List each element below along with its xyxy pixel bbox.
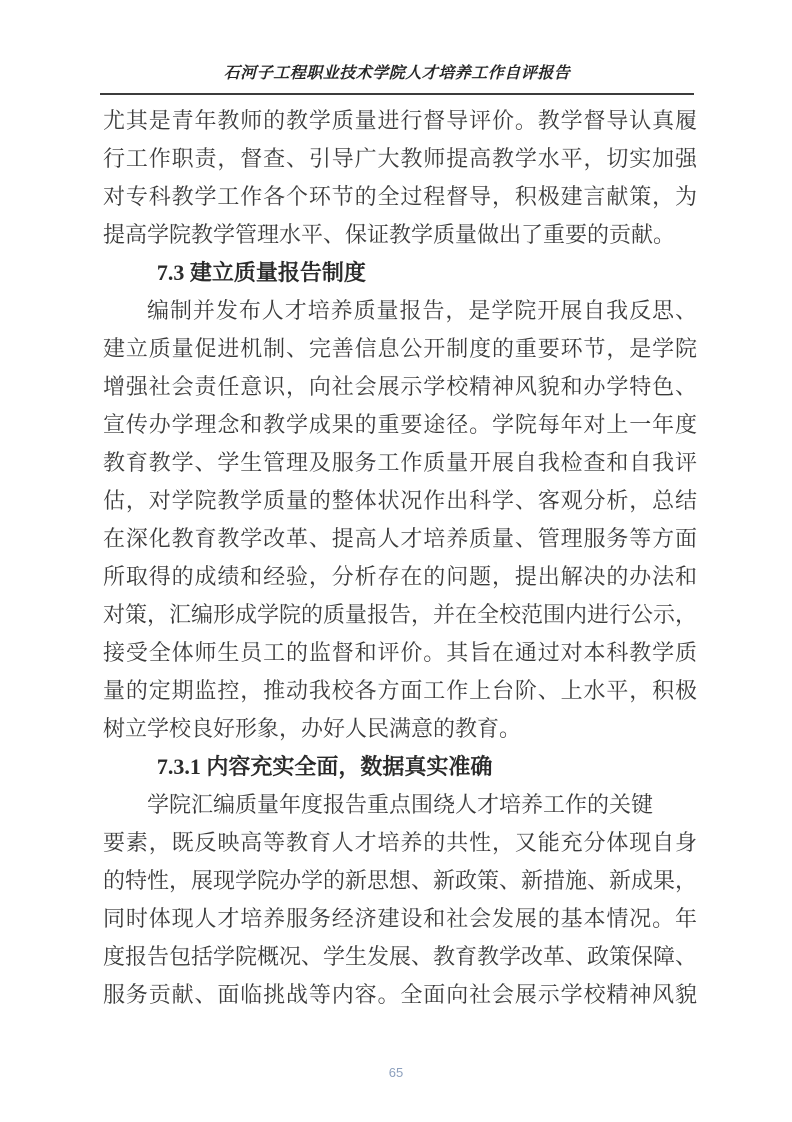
section-heading: 7.3.1 内容充实全面，数据真实准确 [156, 754, 493, 779]
body-text-line: 树立学校良好形象，办好人民满意的教育。 [103, 716, 522, 741]
body-text-line: 的特性，展现学院办学的新思想、新政策、新措施、新成果， [103, 868, 697, 893]
body-text-line: 同时体现人才培养服务经济建设和社会发展的基本情况。年 [103, 906, 697, 931]
page-footer [0, 1064, 792, 1082]
body-text-line: 要素，既反映高等教育人才培养的共性，又能充分体现自身 [103, 830, 697, 855]
body-text-line: 提高学院教学管理水平、保证教学质量做出了重要的贡献。 [103, 222, 676, 247]
body-text-line: 尤其是青年教师的教学质量进行督导评价。教学督导认真履 [103, 108, 697, 133]
body-text-line: 行工作职责，督查、引导广大教师提高教学水平，切实加强 [103, 146, 697, 171]
body-text-line: 教育教学、学生管理及服务工作质量开展自我检查和自我评 [103, 450, 697, 475]
body-text-line: 对专科教学工作各个环节的全过程督导，积极建言献策，为 [103, 184, 697, 209]
body-text-line: 在深化教育教学改革、提高人才培养质量、管理服务等方面 [103, 526, 697, 551]
body-text-line: 服务贡献、面临挑战等内容。全面向社会展示学校精神风貌 [103, 982, 697, 1007]
body-text-line: 接受全体师生员工的监督和评价。其旨在通过对本科教学质 [103, 640, 697, 665]
body-text-line: 所取得的成绩和经验，分析存在的问题，提出解决的办法和 [103, 564, 697, 589]
body-text-line: 度报告包括学院概况、学生发展、教育教学改革、政策保障、 [103, 944, 697, 969]
body-text-line: 增强社会责任意识，向社会展示学校精神风貌和办学特色、 [103, 374, 697, 399]
header-divider [100, 93, 694, 95]
body-text-line: 估，对学院教学质量的整体状况作出科学、客观分析，总结 [103, 488, 697, 513]
body-text-line: 建立质量促进机制、完善信息公开制度的重要环节，是学院 [103, 336, 697, 361]
section-heading: 7.3 建立质量报告制度 [156, 260, 366, 285]
document-body [103, 102, 697, 1014]
body-text-line: 编制并发布人才培养质量报告，是学院开展自我反思、 [147, 298, 697, 323]
page-header [100, 63, 694, 95]
body-text-line: 量的定期监控，推动我校各方面工作上台阶、上水平，积极 [103, 678, 697, 703]
page-number: 65 [388, 1065, 404, 1080]
body-text-line: 宣传办学理念和教学成果的重要途径。学院每年对上一年度 [103, 412, 697, 437]
document-header-title: 石河子工程职业技术学院人才培养工作自评报告 [223, 65, 571, 82]
body-text-line: 对策，汇编形成学院的质量报告，并在全校范围内进行公示， [103, 602, 697, 627]
body-text-line: 学院汇编质量年度报告重点围绕人才培养工作的关键 [147, 792, 654, 817]
